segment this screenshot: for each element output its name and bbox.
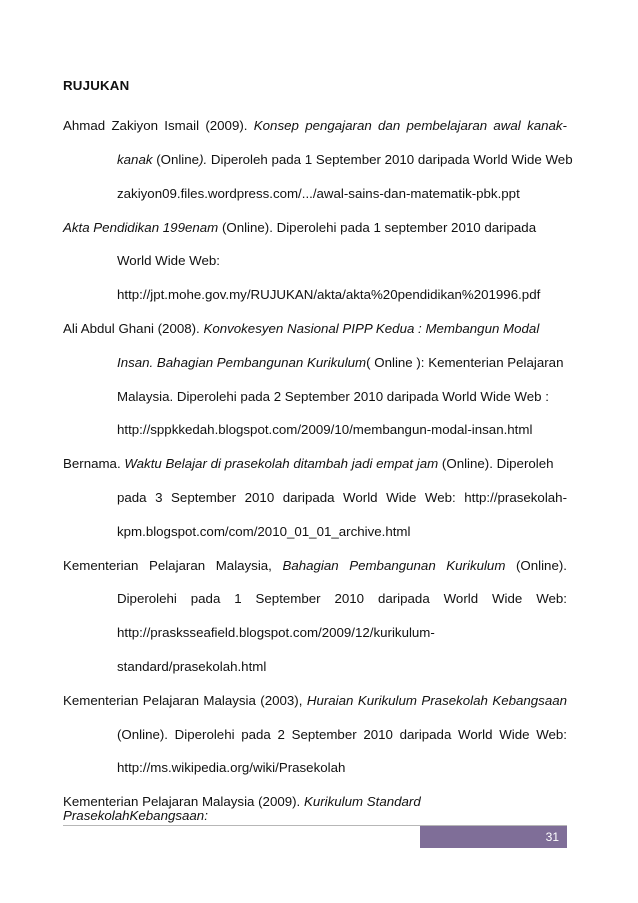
reference-line: Kementerian Pelajaran Malaysia (2009). Kurikulum Standard <box>63 794 421 809</box>
references-heading: RUJUKAN <box>63 78 130 93</box>
reference-line: Ahmad Zakiyon Ismail (2009). Konsep pengajaran dan pembelajaran awal kanak- <box>63 118 567 133</box>
reference-url: zakiyon09.files.wordpress.com/.../awal-sains-dan-matematik-pbk.ppt <box>117 186 520 201</box>
reference-line: Malaysia. Diperolehi pada 2 September 2010 daripada World Wide Web : <box>117 389 549 404</box>
reference-url: http://jpt.mohe.gov.my/RUJUKAN/akta/akta%20pendidikan%201996.pdf <box>117 287 541 302</box>
reference-url: standard/prasekolah.html <box>117 659 267 674</box>
reference-url: http://sppkkedah.blogspot.com/2009/10/membangun-modal-insan.html <box>117 422 533 437</box>
page-number-box <box>420 826 567 848</box>
reference-line: kanak (Online). Diperoleh pada 1 September 2010 daripada World Wide Web <box>117 152 573 167</box>
reference-line: (Online). Diperolehi pada 2 September 2010 daripada World Wide Web: <box>117 727 567 742</box>
page-number: 31 <box>545 830 559 844</box>
reference-url: http://ms.wikipedia.org/wiki/Prasekolah <box>117 760 346 775</box>
reference-line: Bernama. Waktu Belajar di prasekolah ditambah jadi empat jam (Online). Diperoleh <box>63 456 554 471</box>
reference-url: kpm.blogspot.com/com/2010_01_01_archive.html <box>117 524 411 539</box>
reference-line: PrasekolahKebangsaan: <box>63 808 208 823</box>
reference-line: Kementerian Pelajaran Malaysia (2003), Huraian Kurikulum Prasekolah Kebangsaan <box>63 693 568 708</box>
reference-line: pada 3 September 2010 daripada World Wide Web: http://prasekolah- <box>117 490 567 505</box>
reference-line: World Wide Web: <box>117 253 220 268</box>
reference-line: Kementerian Pelajaran Malaysia, Bahagian Pembangunan Kurikulum (Online). <box>63 558 567 573</box>
reference-line: Akta Pendidikan 199enam (Online). Diperolehi pada 1 september 2010 daripada <box>63 220 537 235</box>
reference-line: Diperolehi pada 1 September 2010 daripada World Wide Web: <box>117 591 567 606</box>
reference-url: http://prasksseafield.blogspot.com/2009/12/kurikulum- <box>117 625 435 640</box>
reference-line: Ali Abdul Ghani (2008). Konvokesyen Nasional PIPP Kedua : Membangun Modal <box>63 321 540 336</box>
reference-line: Insan. Bahagian Pembangunan Kurikulum( Online ): Kementerian Pelajaran <box>117 355 564 370</box>
